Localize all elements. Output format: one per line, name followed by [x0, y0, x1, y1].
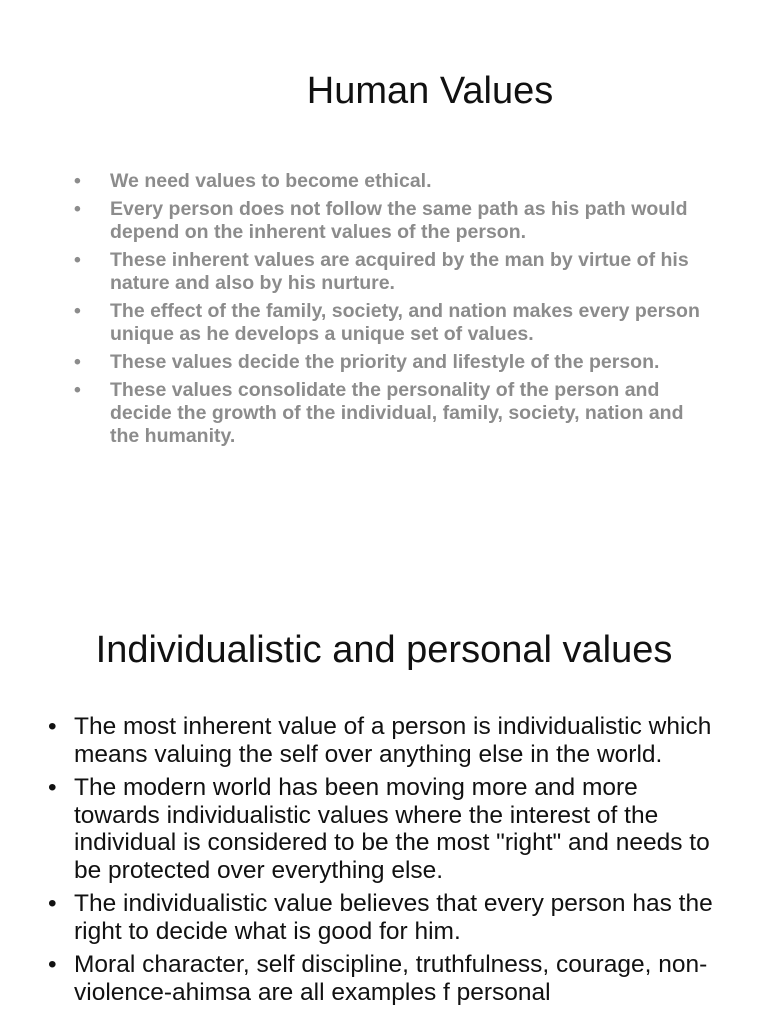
list-item	[48, 774, 728, 884]
bullet-icon: •	[74, 351, 81, 373]
slide-individualistic-values	[0, 580, 768, 1024]
bullet-icon: •	[74, 198, 81, 220]
list-item-text: The effect of the family, society, and nation makes every person unique as he develops a unique set of values.	[110, 300, 700, 345]
list-item-text: The most inherent value of a person is individualistic which means valuing the self over anything else in the world.	[74, 713, 712, 768]
list-item	[72, 198, 712, 244]
list-item	[72, 249, 712, 295]
slide-title: Human Values	[306, 70, 554, 112]
list-item-text: Moral character, self discipline, truthfulness, courage, non-violence-ahimsa are all examples f personal	[74, 951, 708, 1006]
list-item-text: Every person does not follow the same path as his path would depend on the inherent values of the person.	[110, 198, 688, 243]
bullet-list	[72, 170, 712, 453]
bullet-icon: •	[74, 249, 81, 271]
list-item	[72, 300, 712, 346]
bullet-icon: •	[74, 170, 81, 192]
bullet-icon: •	[48, 774, 57, 801]
list-item	[48, 951, 728, 1006]
list-item	[72, 351, 712, 374]
bullet-icon: •	[74, 379, 81, 401]
list-item	[72, 170, 712, 193]
list-item-text: The modern world has been moving more and more towards individualistic values where the interest of the individual is considered to be the most "right" and needs to be protected over everything else.	[74, 774, 710, 884]
list-item	[48, 890, 728, 945]
bullet-icon: •	[48, 890, 57, 917]
bullet-icon: •	[74, 300, 81, 322]
list-item-text: We need values to become ethical.	[110, 170, 432, 192]
list-item-text: The individualistic value believes that every person has the right to decide what is good for him.	[74, 890, 713, 945]
bullet-list	[48, 713, 728, 1012]
list-item-text: These values decide the priority and lifestyle of the person.	[110, 351, 660, 373]
list-item-text: These values consolidate the personality of the person and decide the growth of the individual, family, society, nation and the humanity.	[110, 379, 684, 447]
bullet-icon: •	[48, 951, 57, 978]
slide-title: Individualistic and personal values	[95, 629, 673, 671]
list-item	[48, 713, 728, 768]
list-item	[72, 379, 712, 448]
bullet-icon: •	[48, 713, 57, 740]
list-item-text: These inherent values are acquired by the man by virtue of his nature and also by his nurture.	[110, 249, 689, 294]
